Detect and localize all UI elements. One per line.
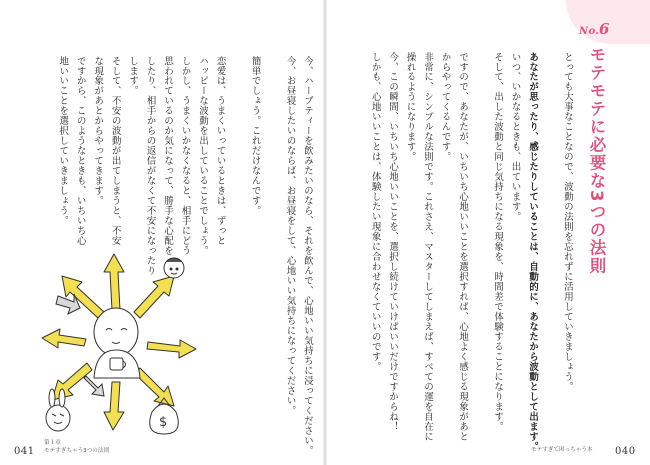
body-line: しかし、うまくいかなくなると、相手にどう bbox=[179, 56, 191, 256]
body-line: ハッピーな波動を出していることでしょう。 bbox=[197, 56, 209, 256]
running-head-left bbox=[44, 440, 109, 455]
section-title: モテモテに必要な3つの法則 bbox=[587, 46, 606, 275]
illustration-vibration-figure bbox=[40, 250, 200, 440]
body-line: そして、出した波動と同じ気持ちになる現象を、時間差で体験することになります。 bbox=[492, 52, 504, 432]
body-line: 今、お昼寝したいのならば、お昼寝をして、心地いい気持ちになってください。 bbox=[284, 56, 296, 416]
page-number-right: 040 bbox=[615, 446, 636, 457]
body-line: 思われているのか気になって、勝手な心配を bbox=[162, 56, 174, 256]
body-line: します。 bbox=[127, 56, 139, 96]
body-line: 操れるようになります。 bbox=[404, 52, 416, 162]
blank-line bbox=[471, 52, 489, 442]
body-line: 簡単でしょう。これだけなんです。 bbox=[249, 56, 261, 216]
running-head-right: モテすぎて困っちゃう本 bbox=[531, 447, 593, 453]
chapter-number-value: 6 bbox=[599, 20, 610, 38]
blank-line bbox=[229, 56, 247, 436]
body-line: 恋愛は、うまくいっているときは、ずっと bbox=[214, 56, 226, 246]
body-line: 今、ハーブティーを飲みたいのなら、それを飲んで、心地いい気持ちに浸ってください。 bbox=[302, 56, 313, 456]
body-line: とっても大事なことなので、波動の法則を忘れずに活用していきましょう。 bbox=[562, 52, 573, 392]
body-line: 今、この瞬間、いちいち心地いいことを、選択し続けていけばいいだけですからね！ bbox=[387, 52, 399, 432]
body-line: ですので、あなたが、いちいち心地いいことを選択すれば、心地よく感じる現象があと bbox=[457, 52, 469, 442]
body-line: 地いいことを選択していきましょう。 bbox=[57, 56, 69, 226]
chapter-number bbox=[579, 20, 610, 38]
body-line: したり、相手からの返信がなくて不安になったり bbox=[144, 56, 156, 276]
body-line: いつ、いかなるときも、出ています。 bbox=[509, 52, 521, 222]
page-gutter bbox=[323, 0, 327, 465]
chapter-number-prefix: No. bbox=[579, 26, 600, 37]
person-figure bbox=[94, 308, 140, 378]
blank-line bbox=[264, 56, 282, 436]
money-bag-symbol: $ bbox=[159, 415, 168, 430]
face-icon bbox=[164, 258, 184, 278]
body-line: しかも、心地いいことは、体験したい現象に合わせなくていいのです。 bbox=[369, 52, 381, 372]
running-title: モテすぎちゃう3つの法則 bbox=[44, 447, 110, 454]
emphasis-text: あなたが思ったり、感じたりしていることは、自動的に、あなたから波動として出ます。 bbox=[527, 52, 539, 452]
body-line: 非常に、シンプルな法則です。これさえ、マスターしてしまえば、すべての運を自在に bbox=[422, 52, 434, 442]
page-number-left: 041 bbox=[14, 446, 35, 457]
body-line-emphasis bbox=[524, 52, 541, 452]
body-line: な現象があとからやってきます。 bbox=[92, 56, 104, 206]
body-line: そして、不安の波動が出てしまうと、不安 bbox=[109, 56, 121, 246]
body-line: からやってくるんです。 bbox=[439, 52, 451, 162]
blank-line bbox=[541, 52, 559, 442]
body-line: ですから、このようなときも、いちいち心 bbox=[74, 56, 86, 246]
running-chapter: 第１章 bbox=[44, 440, 61, 446]
gift-arrow-icon bbox=[84, 376, 104, 396]
